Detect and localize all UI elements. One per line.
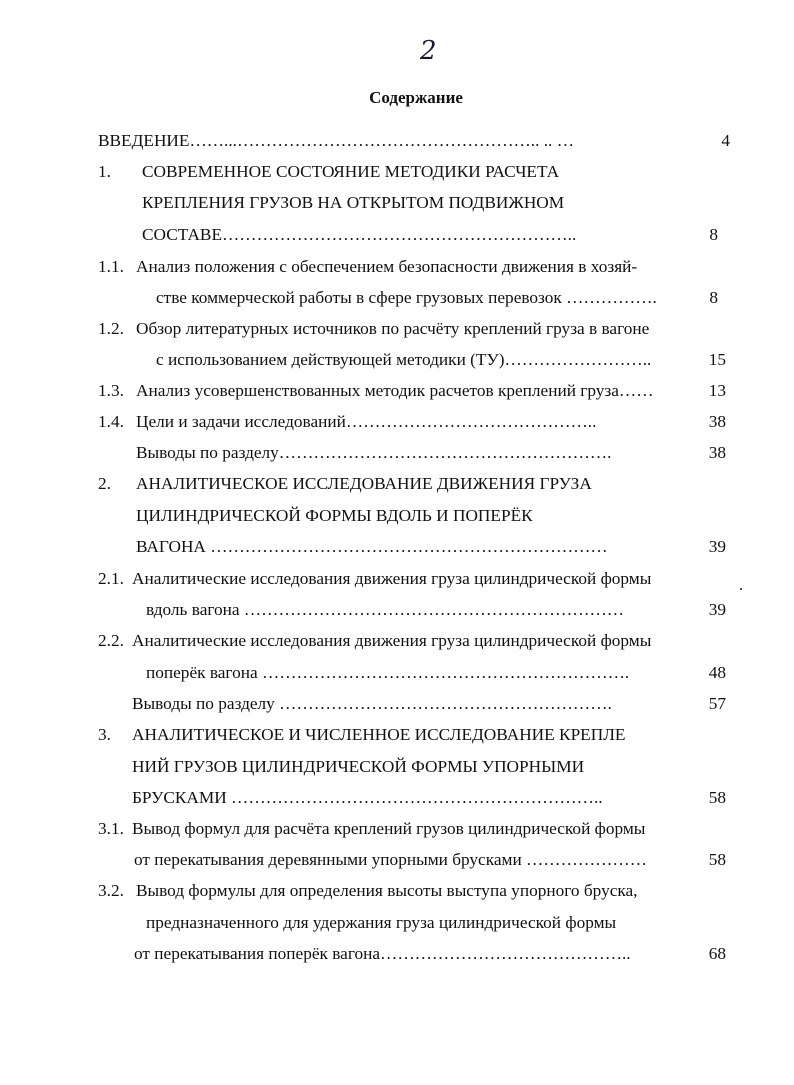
toc-entry-2-conclusions-page: 57 bbox=[708, 694, 726, 713]
toc-entry-intro-text: ВВЕДЕНИЕ……...…………………………………………….. .. … bbox=[98, 131, 574, 150]
toc-entry-2-1-line: Аналитические исследования движения груза цилиндрической формы bbox=[132, 569, 652, 588]
toc-entry-1-4-number: 1.4. bbox=[98, 412, 124, 431]
toc-entry-1-line: СОВРЕМЕННОЕ СОСТОЯНИЕ МЕТОДИКИ РАСЧЕТА bbox=[142, 162, 560, 181]
toc-entry-3-page: 58 bbox=[708, 788, 726, 807]
toc-entry-2-number: 2. bbox=[98, 474, 111, 493]
toc-entry-3-2-line: Вывод формулы для определения высоты выступа упорного бруска, bbox=[136, 881, 638, 900]
toc-entry-3-2-page: 68 bbox=[708, 944, 726, 963]
toc-entry-2-1-line: вдоль вагона ………………………………………………………… bbox=[146, 600, 625, 619]
toc-entry-2-2-number: 2.2. bbox=[98, 631, 124, 650]
toc-entry-2-line: ВАГОНА …………………………………………………………… bbox=[136, 537, 608, 556]
page-number: 2 bbox=[420, 36, 437, 66]
toc-entry-1-4-page: 38 bbox=[708, 412, 726, 431]
toc-entry-2-line: АНАЛИТИЧЕСКОЕ ИССЛЕДОВАНИЕ ДВИЖЕНИЯ ГРУЗА bbox=[136, 474, 592, 493]
toc-entry-1-conclusions: Выводы по разделу…………………………………………………. bbox=[136, 443, 612, 462]
toc-entry-2-conclusions: Выводы по разделу …………………………………………………. bbox=[132, 694, 612, 713]
toc-entry-1-1-line: Анализ положения с обеспечением безопасности движения в хозяй- bbox=[136, 257, 638, 276]
toc-entry-2-2-page: 48 bbox=[708, 663, 726, 682]
toc-entry-1-2-line: Обзор литературных источников по расчёту креплений груза в вагоне bbox=[136, 319, 650, 338]
toc-entry-1-1-line: стве коммерческой работы в сфере грузовых перевозок ……………. bbox=[156, 288, 657, 307]
toc-entry-3-line: АНАЛИТИЧЕСКОЕ И ЧИСЛЕННОЕ ИССЛЕДОВАНИЕ КРЕПЛЕ bbox=[132, 725, 626, 744]
toc-entry-3-line: БРУСКАМИ ……………………………………………………….. bbox=[132, 788, 603, 807]
toc-entry-3-1-number: 3.1. bbox=[98, 819, 124, 838]
toc-entry-3-2-number: 3.2. bbox=[98, 881, 124, 900]
toc-entry-2-2-line: Аналитические исследования движения груза цилиндрической формы bbox=[132, 631, 652, 650]
toc-entry-3-1-line: Вывод формул для расчёта креплений грузов цилиндрической формы bbox=[132, 819, 646, 838]
toc-entry-2-1-number: 2.1. bbox=[98, 569, 124, 588]
toc-entry-3-2-line: от перекатывания поперёк вагона…………………………………….. bbox=[134, 944, 631, 963]
toc-entry-1-conclusions-page: 38 bbox=[708, 443, 726, 462]
toc-entry-1-3-line: Анализ усовершенствованных методик расчетов креплений груза…… bbox=[136, 381, 654, 400]
toc-entry-1-page: 8 bbox=[709, 225, 718, 244]
toc-entry-2-2-line: поперёк вагона ………………………………………………………. bbox=[146, 663, 630, 682]
toc-entry-1-1-page: 8 bbox=[709, 288, 718, 307]
toc-entry-1-3-number: 1.3. bbox=[98, 381, 124, 400]
page-title: Содержание bbox=[369, 88, 463, 107]
toc-entry-1-3-page: 13 bbox=[708, 381, 726, 400]
toc-entry-intro-page: 4 bbox=[721, 131, 730, 150]
toc-entry-1-2-number: 1.2. bbox=[98, 319, 124, 338]
toc-entry-1-line: СОСТАВЕ…………………………………………………….. bbox=[142, 225, 577, 244]
toc-entry-3-2-line: предназначенного для удержания груза цилиндрической формы bbox=[146, 913, 617, 932]
toc-entry-3-1-line: от перекатывания деревянными упорными брусками ………………… bbox=[134, 850, 647, 869]
scan-speck bbox=[740, 588, 742, 590]
toc-entry-3-number: 3. bbox=[98, 725, 111, 744]
toc-entry-2-1-page: 39 bbox=[708, 600, 726, 619]
toc-entry-2-page: 39 bbox=[708, 537, 726, 556]
toc-entry-1-number: 1. bbox=[98, 162, 111, 181]
toc-entry-3-line: НИЙ ГРУЗОВ ЦИЛИНДРИЧЕСКОЙ ФОРМЫ УПОРНЫМИ bbox=[132, 757, 585, 776]
toc-entry-1-2-page: 15 bbox=[708, 350, 726, 369]
toc-entry-1-line: КРЕПЛЕНИЯ ГРУЗОВ НА ОТКРЫТОМ ПОДВИЖНОМ bbox=[142, 193, 565, 212]
toc-entry-2-line: ЦИЛИНДРИЧЕСКОЙ ФОРМЫ ВДОЛЬ И ПОПЕРЁК bbox=[136, 506, 533, 525]
toc-entry-1-2-line: с использованием действующей методики (ТУ)…………………….. bbox=[156, 350, 652, 369]
toc-entry-1-4-line: Цели и задачи исследований…………………………………….. bbox=[136, 412, 597, 431]
toc-entry-1-1-number: 1.1. bbox=[98, 257, 124, 276]
toc-entry-3-1-page: 58 bbox=[708, 850, 726, 869]
